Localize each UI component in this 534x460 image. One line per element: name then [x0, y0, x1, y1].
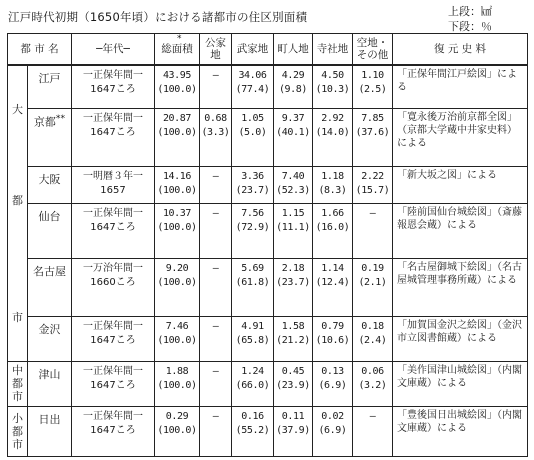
total-note-mark: * [177, 34, 182, 44]
group-label-large-city: 大 都 市 [8, 65, 28, 361]
header-townsmen: 町人地 [274, 34, 313, 66]
temple-area: 1.18 (8.3) [313, 166, 353, 203]
city-name: 大阪 [28, 166, 72, 203]
source-note: 「新大坂之図」による [393, 166, 528, 203]
townsmen-area: 2.18 (23.7) [274, 258, 313, 316]
samurai-area: 0.16 (55.2) [232, 406, 274, 456]
total-area: 9.20 (100.0) [155, 258, 200, 316]
total-area: 14.16 (100.0) [155, 166, 200, 203]
city-note-mark: ** [55, 112, 66, 124]
vacant-area: 0.19 (2.1) [353, 258, 393, 316]
total-area: 10.37 (100.0) [155, 203, 200, 258]
unit-legend [448, 4, 492, 34]
temple-area: 2.92 (14.0) [313, 108, 353, 166]
source-note: 「豊後国日出城絵図」（内閣文庫蔵）による [393, 406, 528, 456]
source-note: 「陸前国仙台城絵図」（斎藤報恩会蔵）による [393, 203, 528, 258]
table-row [8, 406, 528, 456]
townsmen-area: 7.40 (52.3) [274, 166, 313, 203]
samurai-area: 1.24 (66.0) [232, 361, 274, 406]
header-samurai: 武家地 [232, 34, 274, 66]
public-area: 0.68 (3.3) [200, 108, 232, 166]
city-name: 日出 [28, 406, 72, 456]
vacant-area: 7.85 (37.6) [353, 108, 393, 166]
vacant-area: 1.10 (2.5) [353, 65, 393, 108]
source-note: 「正保年間江戸絵図」による [393, 65, 528, 108]
townsmen-area: 1.58 (21.2) [274, 316, 313, 361]
table-row [8, 108, 528, 166]
temple-area: 0.02 (6.9) [313, 406, 353, 456]
townsmen-area: 1.15 (11.1) [274, 203, 313, 258]
public-area: — [200, 258, 232, 316]
table-row [8, 258, 528, 316]
townsmen-area: 0.11 (37.9) [274, 406, 313, 456]
source-note: 「名古屋御城下絵図」（名古屋城管理事務所蔵）による [393, 258, 528, 316]
city-name: 津山 [28, 361, 72, 406]
temple-area: 0.13 (6.9) [313, 361, 353, 406]
header-city: 都 市 名 [8, 34, 72, 66]
temple-area: 0.79 (10.6) [313, 316, 353, 361]
vacant-area: 0.06 (3.2) [353, 361, 393, 406]
period: 一正保年間一 1647ころ [72, 406, 155, 456]
total-area: 7.46 (100.0) [155, 316, 200, 361]
temple-area: 1.14 (12.4) [313, 258, 353, 316]
vacant-area: 2.22 (15.7) [353, 166, 393, 203]
period: 一正保年間一 1647ころ [72, 316, 155, 361]
samurai-area: 7.56 (72.9) [232, 203, 274, 258]
city-name: 江戸 [28, 65, 72, 108]
period: 一明暦３年一 1657 [72, 166, 155, 203]
total-area: 43.95 (100.0) [155, 65, 200, 108]
area-table [7, 33, 528, 457]
group-label-middle-city: 中 都 市 [8, 361, 28, 406]
public-area: — [200, 361, 232, 406]
period: 一万治年間一 1660ころ [72, 258, 155, 316]
vacant-area: — [353, 203, 393, 258]
group-label-small-city: 小 都 市 [8, 406, 28, 456]
public-area: — [200, 166, 232, 203]
city-name: 金沢 [28, 316, 72, 361]
townsmen-area: 0.45 (23.9) [274, 361, 313, 406]
city-name: 京都** [28, 108, 72, 166]
total-area: 20.87 (100.0) [155, 108, 200, 166]
header-period: ─年代─ [72, 34, 155, 66]
header-temple: 寺社地 [313, 34, 353, 66]
period: 一正保年間一 1647ころ [72, 108, 155, 166]
table-row [8, 65, 528, 108]
townsmen-area: 4.29 (9.8) [274, 65, 313, 108]
table-row [8, 316, 528, 361]
city-name: 仙台 [28, 203, 72, 258]
period: 一正保年間一 1647ころ [72, 361, 155, 406]
table-title: 江戸時代初期（1650年頃）における諸都市の住区別面積 [8, 10, 308, 24]
public-area: — [200, 65, 232, 108]
samurai-area: 34.06 (77.4) [232, 65, 274, 108]
period: 一正保年間一 1647ころ [72, 65, 155, 108]
city-name: 名古屋 [28, 258, 72, 316]
header-public: 公家地 [200, 34, 232, 66]
header-total: * 総面積 [155, 34, 200, 66]
public-area: — [200, 406, 232, 456]
public-area: — [200, 316, 232, 361]
total-area: 1.88 (100.0) [155, 361, 200, 406]
samurai-area: 1.05 (5.0) [232, 108, 274, 166]
temple-area: 1.66 (16.0) [313, 203, 353, 258]
header-vacant: 空地・その他 [353, 34, 393, 66]
townsmen-area: 9.37 (40.1) [274, 108, 313, 166]
temple-area: 4.50 (10.3) [313, 65, 353, 108]
unit-bottom: 下段：％ [448, 20, 492, 33]
period: 一正保年間一 1647ころ [72, 203, 155, 258]
table-row [8, 166, 528, 203]
table-row [8, 203, 528, 258]
table-row [8, 361, 528, 406]
unit-top: 上段：㎢ [448, 5, 492, 18]
public-area: — [200, 203, 232, 258]
vacant-area: — [353, 406, 393, 456]
header-source: 復 元 史 料 [393, 34, 528, 66]
source-note: 「寛永後万治前京都全図」（京都大学蔵中井家史料）による [393, 108, 528, 166]
samurai-area: 4.91 (65.8) [232, 316, 274, 361]
source-note: 「加賀国金沢之絵図」（金沢市立図書館蔵）による [393, 316, 528, 361]
header-row [8, 34, 528, 66]
vacant-area: 0.18 (2.4) [353, 316, 393, 361]
samurai-area: 3.36 (23.7) [232, 166, 274, 203]
samurai-area: 5.69 (61.8) [232, 258, 274, 316]
source-note: 「美作国津山城絵図」（内閣文庫蔵）による [393, 361, 528, 406]
total-area: 0.29 (100.0) [155, 406, 200, 456]
